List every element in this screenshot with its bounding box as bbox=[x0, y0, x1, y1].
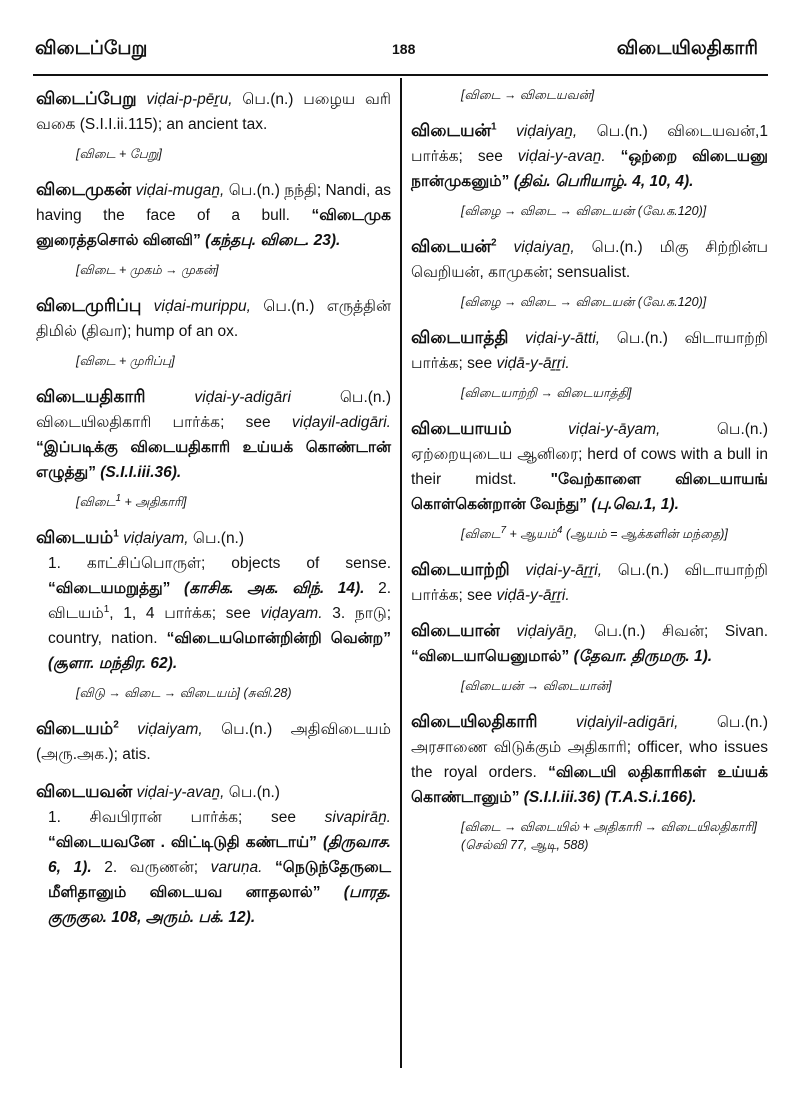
dictionary-entry bbox=[411, 234, 768, 285]
header-rule bbox=[33, 74, 768, 76]
etymology: [விடையாற்றி → விடையாத்தி] bbox=[461, 386, 632, 400]
transliteration: viḍaiyaṉ, bbox=[516, 123, 578, 140]
citation: (சூளா. மந்திர. 62). bbox=[48, 655, 178, 672]
definition: ஏற்றையுடைய ஆனிரை; herd of cows with a bull in their midst. bbox=[411, 446, 768, 488]
right-column bbox=[411, 86, 768, 868]
etymology: [விடை → விடையவன்] bbox=[461, 88, 595, 102]
part-of-speech: பெ.(n.) bbox=[221, 721, 273, 738]
transliteration: viḍai-y-āṟṟi, bbox=[525, 562, 603, 579]
headword: விடையம்$^1$ bbox=[36, 528, 119, 547]
definition: விடாயாற்றி பார்க்க; see bbox=[411, 562, 768, 604]
definition: நந்தி; Nandi, as having the face of a bull. bbox=[36, 182, 392, 224]
etymology-part: [விடை bbox=[76, 495, 116, 509]
etymology: [விடை + முரிப்பு] bbox=[76, 354, 175, 368]
citation: (S.I.I.iii.36) (T.A.S.i.166). bbox=[523, 789, 697, 806]
dictionary-entry bbox=[411, 416, 768, 517]
headword: விடைப்பேறு bbox=[36, 89, 137, 108]
etymology-part: + ஆயம் bbox=[509, 527, 557, 541]
headword-text: விடையன் bbox=[411, 121, 492, 140]
definition: அரசாணை விடுக்கும் அதிகாரி; officer, who issues the royal orders. bbox=[411, 739, 768, 781]
part-of-speech: பெ.(n.) bbox=[596, 123, 648, 140]
transliteration: viḍai-p-pēṟu, bbox=[146, 91, 233, 108]
dictionary-entry bbox=[36, 293, 391, 344]
quotation: “ஒற்றை விடையனு நான்முகனும்” bbox=[411, 148, 768, 190]
part-of-speech: பெ.(n.) bbox=[616, 330, 668, 347]
transliteration: viḍai-y-āyam, bbox=[568, 421, 661, 438]
part-of-speech: பெ.(n.) bbox=[716, 714, 769, 731]
see-reference: viḍā-y-āṟṟi. bbox=[496, 355, 570, 372]
headword: விடையன்$^2$ bbox=[411, 237, 497, 256]
headword: விடையன்$^1$ bbox=[411, 121, 497, 140]
quotation: “விடையவனே . விட்டிடுதி கண்டாய்” bbox=[48, 834, 317, 851]
left-column bbox=[36, 86, 391, 938]
citation: (தேவா. திருமரு. 1). bbox=[573, 648, 713, 665]
sense: 3. நாடு; country, nation. bbox=[48, 605, 392, 647]
headword-text: விடையன் bbox=[411, 237, 492, 256]
sense-cont: , 1, 4 பார்க்க; see bbox=[109, 605, 251, 622]
dictionary-entry bbox=[411, 618, 768, 669]
sense: 1. காட்சிப்பொருள்; objects of sense. bbox=[48, 555, 391, 572]
quotation: "வேற்காளை விடையாயங் கொள்கென்றான் வேந்து” bbox=[411, 471, 768, 513]
transliteration: viḍaiyam, bbox=[123, 530, 189, 547]
quotation: “விடையமறுத்து” bbox=[48, 580, 171, 597]
see-reference: viḍayam. bbox=[260, 605, 323, 622]
etymology-part: [விடை bbox=[461, 527, 501, 541]
entry-senses: 1. காட்சிப்பொருள்; objects of sense. “விடையமறுத்து” (காசிக. அக. விந். 14). 2. விடயம்$^1$, 1, 4 பார்க்க; see viḍayam. 3. நாடு; country, nation. “விடையமொன்றின்றி வென்ற” (சூளா. மந்திர. 62). bbox=[48, 555, 392, 672]
etymology: [விழை → விடை → விடையன் (வே.க.120)] bbox=[461, 204, 707, 218]
part-of-speech: பெ.(n.) bbox=[228, 784, 280, 801]
etymology: [விடு → விடை → விடையம்] (சுவி.28) bbox=[76, 686, 292, 700]
definition: அதிவிடையம் (அரு.அக.); atis. bbox=[36, 721, 391, 763]
part-of-speech: பெ.(n.) bbox=[263, 298, 315, 315]
dictionary-entry bbox=[411, 118, 768, 194]
etymology-part: + அதிகாரி] bbox=[124, 495, 187, 509]
sense: 2. விடயம் bbox=[48, 580, 392, 622]
definition: பழைய வரி வகை (S.I.I.ii.115); an ancient tax. bbox=[36, 91, 391, 133]
citation: (காசிக. அக. விந். 14). bbox=[184, 580, 365, 597]
dictionary-entry bbox=[36, 525, 391, 676]
definition: சிவன்; Sivan. bbox=[662, 623, 769, 640]
quotation: “விடைமுக னுரைத்தசொல் வினவி” bbox=[36, 207, 391, 249]
sense: 2. வருணன்; bbox=[104, 859, 199, 876]
etymology: [விடை + பேறு] bbox=[76, 147, 162, 161]
transliteration: viḍai-mugaṉ, bbox=[135, 182, 225, 199]
headword: விடையாற்றி bbox=[411, 560, 510, 579]
dictionary-entry bbox=[36, 716, 391, 767]
part-of-speech: பெ.(n.) bbox=[339, 389, 392, 406]
see-reference: viḍayil-adigāri. bbox=[291, 414, 391, 431]
dictionary-entry bbox=[411, 325, 768, 376]
headword-text: விடையம் bbox=[36, 528, 114, 547]
etymology: [விடை → விடையில் + அதிகாரி → விடையிலதிகாரி] (செல்வி 77, ஆடி, 588) bbox=[461, 820, 757, 852]
citation: (திவ். பெரியாழ். 4, 10, 4). bbox=[513, 173, 694, 190]
etymology: [விடையன் → விடையான்] bbox=[461, 679, 612, 693]
etymology: [விழை → விடை → விடையன் (வே.க.120)] bbox=[461, 295, 707, 309]
see-reference: viḍai-y-avaṉ. bbox=[517, 148, 606, 165]
transliteration: viḍaiyaṉ, bbox=[513, 239, 575, 256]
part-of-speech: பெ.(n.) bbox=[591, 239, 643, 256]
see-reference: viḍā-y-āṟṟi. bbox=[496, 587, 570, 604]
quotation: “விடையாயெனுமால்” bbox=[411, 648, 570, 665]
headword: விடையவன் bbox=[36, 782, 133, 801]
headword: விடையான் bbox=[411, 621, 500, 640]
dictionary-entry bbox=[411, 557, 768, 608]
definition: விடையிலதிகாரி பார்க்க; see bbox=[36, 414, 271, 431]
citation: (S.I.I.iii.36). bbox=[100, 464, 182, 481]
headword-text: விடையம் bbox=[36, 719, 114, 738]
dictionary-entry bbox=[36, 177, 391, 253]
column-divider bbox=[400, 78, 402, 1068]
transliteration: viḍai-y-ātti, bbox=[525, 330, 601, 347]
entry-senses bbox=[36, 805, 391, 930]
definition: விடாயாற்றி பார்க்க; see bbox=[411, 330, 769, 372]
part-of-speech: பெ.(n.) bbox=[242, 91, 294, 108]
transliteration: viḍaiyam, bbox=[137, 721, 203, 738]
page-header bbox=[0, 0, 800, 78]
dictionary-entry bbox=[36, 779, 391, 930]
etymology: [விடை$^7$ + ஆயம்$^4$ (ஆயம் = ஆக்களின் மந்தை)] bbox=[461, 524, 728, 541]
quotation: “விடையி லதிகாரிகள் உய்யக் கொண்டானும்” bbox=[411, 764, 768, 806]
citation: (பாரத. குருகுல. 108, அரும். பக். 12). bbox=[48, 884, 392, 926]
headword: விடையிலதிகாரி bbox=[411, 712, 538, 731]
citation: (கந்தபு. விடை. 23). bbox=[205, 232, 341, 249]
part-of-speech: பெ.(n.) bbox=[716, 421, 768, 438]
citation: (பு.வெ.1, 1). bbox=[591, 496, 679, 513]
etymology: [விடை + முகம் → முகன்] bbox=[76, 263, 219, 277]
transliteration: viḍai-y-adigāri bbox=[194, 389, 291, 406]
definition: விடையவன்,1 பார்க்க; see bbox=[411, 123, 768, 165]
part-of-speech: பெ.(n.) bbox=[617, 562, 669, 579]
part-of-speech: பெ.(n.) bbox=[228, 182, 280, 199]
quotation: “விடையமொன்றின்றி வென்ற” bbox=[166, 630, 391, 647]
quotation: “இப்படிக்கு விடையதிகாரி உய்யக் கொண்டான் எழுத்து” bbox=[36, 439, 391, 481]
sense: 1. சிவபிரான் பார்க்க; see bbox=[48, 809, 296, 826]
transliteration: viḍaiyāṉ, bbox=[516, 623, 578, 640]
headword: விடையதிகாரி bbox=[36, 387, 146, 406]
transliteration: viḍaiyil-adigāri, bbox=[575, 714, 679, 731]
etymology: [விடை$^1$ + அதிகாரி] bbox=[76, 492, 187, 509]
part-of-speech: பெ.(n.) bbox=[594, 623, 646, 640]
headword: விடையம்$^2$ bbox=[36, 719, 119, 738]
transliteration: viḍai-murippu, bbox=[153, 298, 251, 315]
dictionary-entry bbox=[411, 709, 768, 810]
part-of-speech: பெ.(n.) bbox=[192, 530, 245, 547]
definition: மிகு சிற்றின்ப வெறியன், காமுகன்; sensualist. bbox=[411, 239, 769, 281]
see-reference: varuṇa. bbox=[210, 859, 263, 876]
definition: எருத்தின் திமில் (திவா); hump of an ox. bbox=[36, 298, 391, 340]
quotation: “நெடுந்தேருடை மீளிதானும் விடையவ னாதலால்” bbox=[48, 859, 392, 901]
dictionary-entry bbox=[36, 384, 391, 485]
headword: விடையாயம் bbox=[411, 419, 512, 438]
headword: விடைமுரிப்பு bbox=[36, 296, 142, 315]
transliteration: viḍai-y-avaṉ, bbox=[136, 784, 225, 801]
see-reference: sivapirāṉ. bbox=[324, 809, 391, 826]
header-right-guide-word: விடையிலதிகாரி bbox=[616, 38, 758, 59]
headword: விடையாத்தி bbox=[411, 328, 509, 347]
page-number: 188 bbox=[392, 41, 416, 57]
citation: (திருவாச. 6, 1). bbox=[48, 834, 391, 876]
headword: விடைமுகன் bbox=[36, 180, 132, 199]
dictionary-entry bbox=[36, 86, 391, 137]
etymology-part: (ஆயம் = ஆக்களின் மந்தை)] bbox=[565, 527, 728, 541]
header-left-guide-word: விடைப்பேறு bbox=[35, 38, 148, 59]
